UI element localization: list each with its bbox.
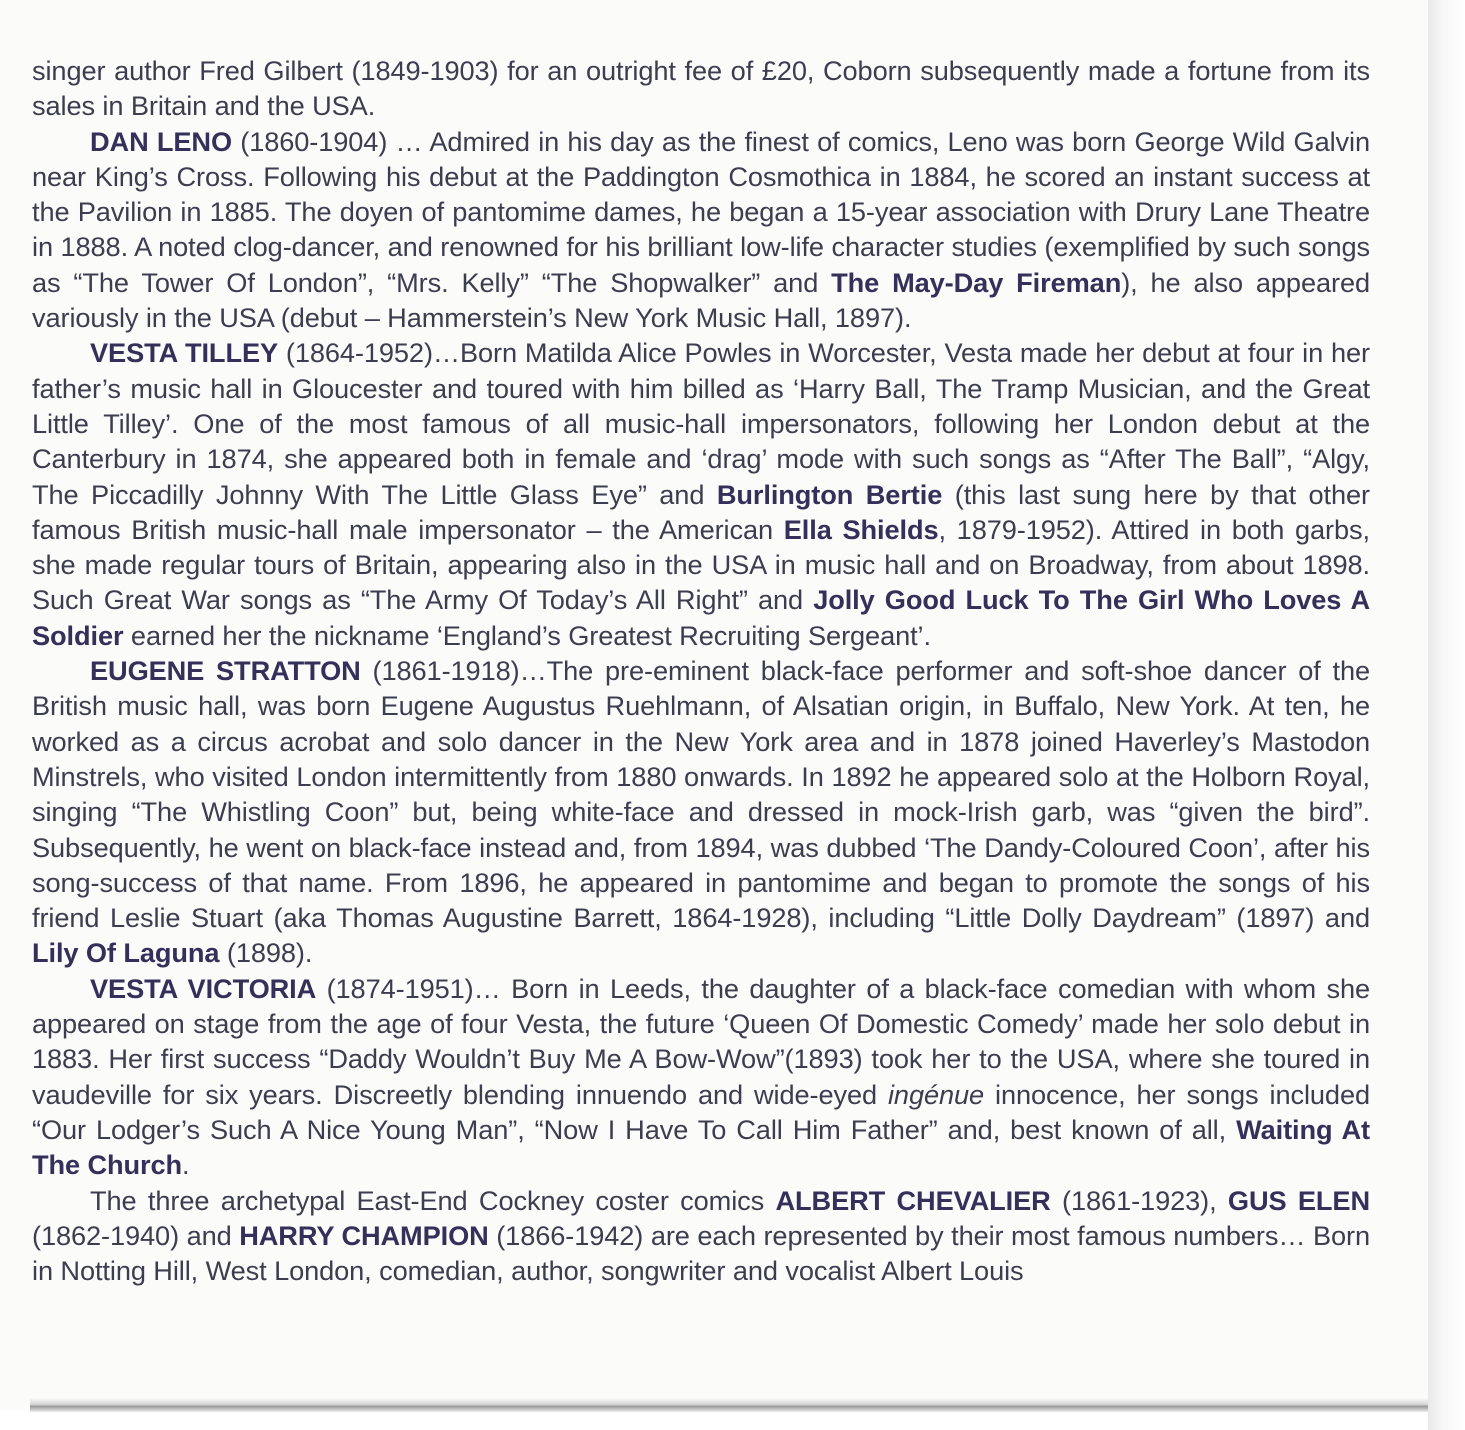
text-run: (1860-1904) … Admired in his day as the finest of comics, Leno was born George Wild Galvin near King’s Cross. Following his debut at the Paddington Cosmothica in 1884, he scored an instant success at the Pavilion in 1885. The doyen of pantomime dames, he began a 15-year association with Drury Lane Theatre in 1888. A noted clog-dancer, and renowned for his brilliant low-life character studies (exemplified by such songs as “The Tower Of London”, “Mrs. Kelly” “The Shopwalker” and [32,125,1370,298]
paragraph [32,653,1370,971]
paragraph [32,1183,1370,1289]
text-run: singer author Fred Gilbert (1849-1903) for an outright fee of £20, Coborn subsequently made a fortune from its sales in Britain and the USA. [32,55,1370,122]
highlighted-title: Jolly Good Luck To The Girl Who Loves A Soldier [32,584,1370,651]
highlighted-title: Burlington Bertie [716,478,943,510]
text-run: (this last sung here by that other famous British music-hall male impersonator – the American [32,478,1371,545]
text-run: (1898). [219,937,313,969]
text-run: ), he also appeared variously in the USA (debut – Hammerstein’s New York Music Hall, 1897). [32,266,1370,334]
text-run: , 1879-1952). Attired in both garbs, she made regular tours of Britain, appearing also in the USA in music hall and on Broadway, from about 1898. Such Great War songs as “The Army Of Today’s All Right” and [32,513,1370,616]
paragraph [32,335,1370,653]
highlighted-title: VESTA TILLEY [90,337,279,369]
highlighted-title: HARRY CHAMPION [239,1219,489,1251]
text-run: innocence, her songs included “Our Lodger’s Such A Nice Young Man”, “Now I Have To Call Him Father” and, best known of all, [32,1078,1370,1145]
page-edge-right [1428,0,1465,1430]
text-run: earned her the nickname ‘England’s Greatest Recruiting Sergeant’. [123,619,931,651]
italic-text: ingénue [887,1078,985,1110]
highlighted-title: GUS ELEN [1227,1184,1370,1216]
highlighted-title: Lily Of Laguna [32,937,220,969]
highlighted-title: Waiting At The Church [32,1113,1370,1181]
highlighted-title: DAN LENO [90,125,232,157]
text-run: (1864-1952)…Born Matilda Alice Powles in Worcester, Vesta made her debut at four in her father’s music hall in Gloucester and toured with him billed as ‘Harry Ball, The Tramp Musician, and the Great Little Tilley’. One of the most famous of all music-hall impersonators, following her London debut at the Canterbury in 1874, she appeared both in female and ‘drag’ mode with such songs as “After The Ball”, “Algy, The Piccadilly Johnny With The Little Glass Eye” and [32,337,1370,510]
highlighted-title: ALBERT CHEVALIER [775,1184,1051,1216]
highlighted-title: EUGENE STRATTON [90,655,361,687]
text-run: (1862-1940) and [32,1219,240,1251]
text-run: . [182,1149,190,1181]
paragraph [32,124,1370,336]
highlighted-title: Ella Shields [783,513,939,545]
text-run: (1861-1923), [1050,1184,1228,1216]
highlighted-title: VESTA VICTORIA [90,972,317,1004]
paragraph [32,971,1370,1183]
page-edge-bottom [30,1398,1428,1412]
text-run: The three archetypal East-End Cockney coster comics [90,1184,776,1216]
paragraph [32,53,1370,124]
highlighted-title: The May-Day Fireman [831,266,1122,298]
text-run: (1874-1951)… Born in Leeds, the daughter of a black-face comedian with whom she appeared on stage from the age of four Vesta, the future ‘Queen Of Domestic Comedy’ made her solo debut in 1883. Her first success “Daddy Wouldn’t Buy Me A Bow-Wow”(1893) took her to the USA, where she toured in vaudeville for six years. Discreetly blending innuendo and wide-eyed [32,972,1370,1110]
text-run: (1866-1942) are each represented by their most famous numbers… Born in Notting Hill, West London, comedian, author, songwriter and vocalist Albert Louis [32,1219,1371,1287]
body-text [32,53,1370,1288]
text-run: (1861-1918)…The pre-eminent black-face performer and soft-shoe dancer of the British music hall, was born Eugene Augustus Ruehlmann, of Alsatian origin, in Buffalo, New York. At ten, he worked as a circus acrobat and solo dancer in the New York area and in 1878 joined Haverley’s Mastodon Minstrels, who visited London intermittently from 1880 onwards. In 1892 he appeared solo at the Holborn Royal, singing “The Whistling Coon” but, being white-face and dressed in mock-Irish garb, was “given the bird”. Subsequently, he went on black-face instead and, from 1894, was dubbed ‘The Dandy-Coloured Coon’, after his song-success of that name. From 1896, he appeared in pantomime and began to promote the songs of his friend Leslie Stuart (aka Thomas Augustine Barrett, 1864-1928), including “Little Dolly Daydream” (1897) and [32,655,1370,934]
